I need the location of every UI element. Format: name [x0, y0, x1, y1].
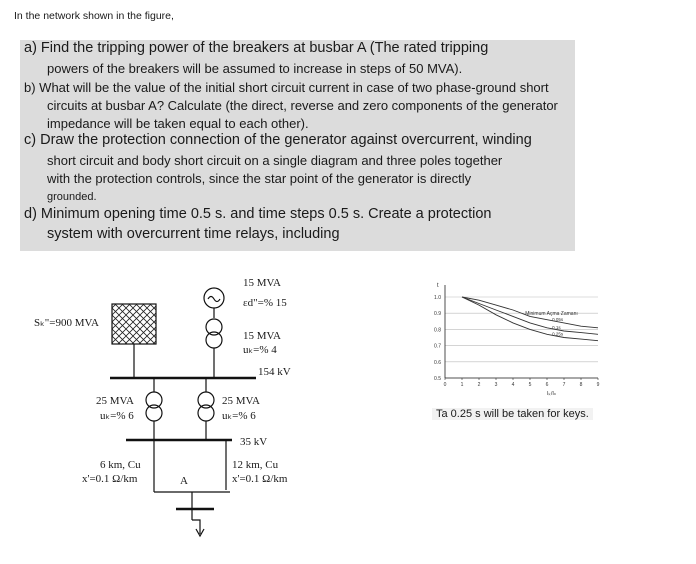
question-c-line-4: grounded.: [47, 191, 97, 203]
bus-35-label: 35 kV: [240, 436, 268, 448]
bus-154-label: 154 kV: [258, 366, 291, 378]
question-d-line-1: d) Minimum opening time 0.5 s. and time steps 0.5 s. Create a protection: [24, 206, 492, 222]
y-tick-label-3: 0.8: [434, 327, 441, 334]
x-tick-label-5: 5: [528, 382, 532, 388]
series-line-2: [462, 297, 598, 341]
chart-title: Minimum Açma Zamanı: [525, 311, 578, 317]
y-tick-label-4: 0.9: [434, 311, 441, 318]
x-tick-label-4: 4: [511, 382, 515, 388]
y-tick-label-2: 0.7: [434, 343, 441, 350]
x-axis-label: Iₖ/Iₙ: [547, 391, 557, 397]
gen-transformer-power-label: 15 MVA: [243, 330, 282, 342]
right-transformer-uk-label: uₖ=% 6: [222, 410, 256, 422]
gen-power-label: 15 MVA: [243, 277, 282, 289]
y-axis-label: t: [437, 283, 439, 289]
line-left-length-label: 6 km, Cu: [100, 459, 141, 471]
series-label-1: 0.1s: [552, 325, 561, 331]
y-tick-label-5: 1.0: [434, 295, 441, 301]
series-label-0: 0.05s: [552, 316, 564, 322]
question-a-line-1: a) Find the tripping power of the breakers at busbar A (The rated tripping: [24, 40, 489, 56]
source-power-label: Sₖ"=900 MVA: [34, 317, 99, 329]
question-c-line-3: with the protection controls, since the star point of the generator is directly: [47, 171, 472, 186]
busbar-a-label: A: [180, 475, 188, 487]
question-b-line-3: impedance will be taken equal to each other).: [47, 116, 309, 131]
intro-text: In the network shown in the figure,: [14, 10, 174, 22]
question-c-line-2: short circuit and body short circuit on a single diagram and three poles together: [47, 153, 503, 168]
x-tick-label-7: 7: [562, 382, 566, 388]
line-right-reactance-label: x'=0.1 Ω/km: [232, 473, 288, 485]
left-transformer-power-label: 25 MVA: [96, 395, 135, 407]
left-transformer-uk-label: uₖ=% 6: [100, 410, 134, 422]
y-tick-label-0: 0.5: [434, 376, 441, 382]
chart-caption: Ta 0.25 s will be taken for keys.: [432, 408, 593, 420]
x-tick-label-1: 1: [460, 382, 464, 388]
x-tick-label-2: 2: [477, 382, 481, 388]
question-d-line-2: system with overcurrent time relays, including: [47, 226, 340, 242]
y-tick-label-1: 0.6: [434, 359, 441, 366]
gen-reactance-label: εd"=% 15: [243, 297, 287, 309]
line-right-length-label: 12 km, Cu: [232, 459, 279, 471]
x-tick-label-8: 8: [579, 382, 583, 388]
question-b-line-2: circuits at busbar A? Calculate (the direct, reverse and zero components of the generator: [47, 98, 558, 113]
x-tick-label-6: 6: [545, 382, 549, 388]
x-tick-label-0: 0: [443, 382, 447, 388]
line-left-reactance-label: x'=0.1 Ω/km: [82, 473, 138, 485]
x-tick-label-9: 9: [596, 382, 600, 388]
right-transformer-power-label: 25 MVA: [222, 395, 261, 407]
series-label-2: 0.25s: [552, 331, 564, 337]
gen-transformer-uk-label: uₖ=% 4: [243, 344, 277, 356]
question-b-line-1: b) What will be the value of the initial short circuit current in case of two phase-ground short: [24, 80, 549, 95]
question-c-line-1: c) Draw the protection connection of the generator against overcurrent, winding: [24, 132, 532, 148]
question-a-line-2: powers of the breakers will be assumed to increase in steps of 50 MVA).: [47, 61, 463, 76]
x-tick-label-3: 3: [494, 382, 498, 388]
